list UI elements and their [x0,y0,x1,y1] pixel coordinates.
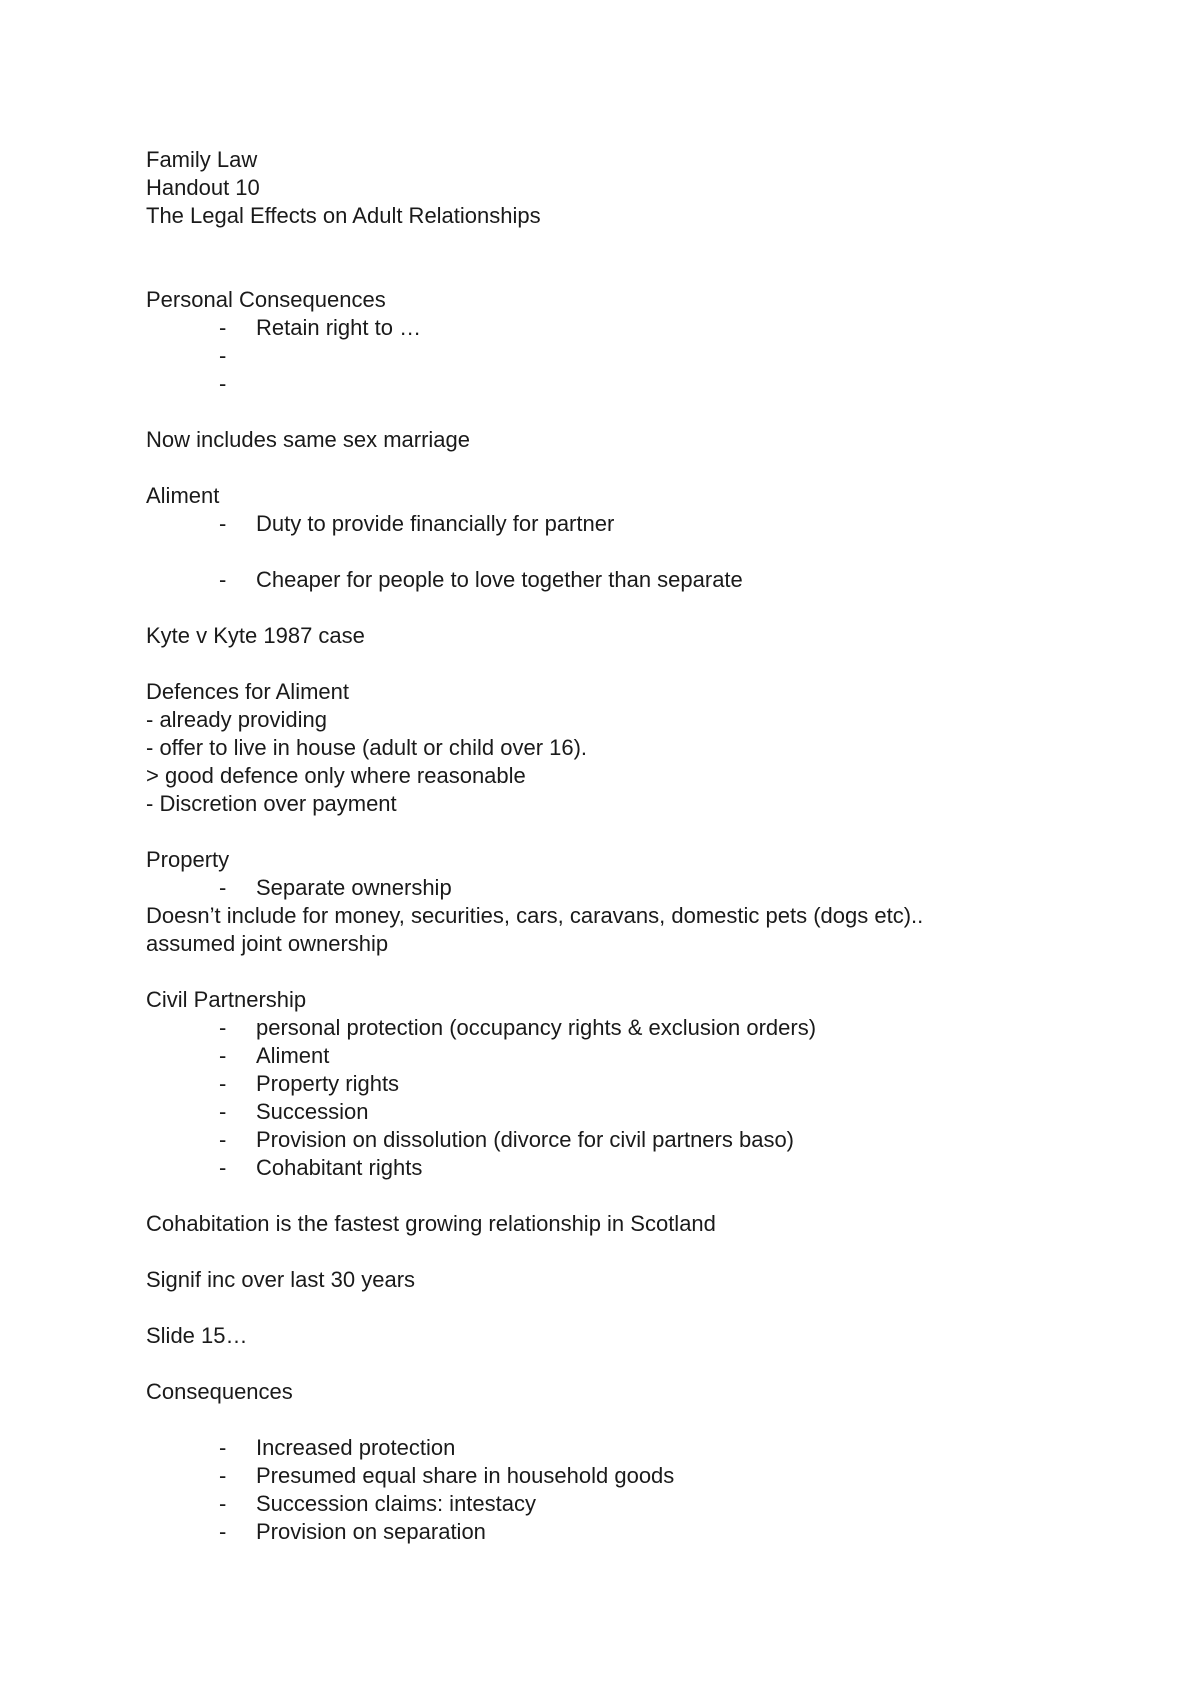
civil-partnership-heading: Civil Partnership [146,987,307,1012]
bullet-text: Succession claims: intestacy [256,1491,536,1516]
spacer [146,1350,1106,1378]
personal-consequences-bullet [146,342,1106,370]
consequences-bullet [146,1434,1106,1462]
spacer [146,594,1106,622]
personal-consequences-heading: Personal Consequences [146,287,386,312]
bullet-text: Retain right to … [256,315,422,340]
course-title: Family Law [146,147,258,172]
signif-note: Signif inc over last 30 years [146,1267,416,1292]
slide-note: Slide 15… [146,1323,248,1348]
spacer [146,818,1106,846]
civil-partnership-bullet [146,1014,1106,1042]
dash-marker: - [219,1099,227,1124]
bullet-text: Increased protection [256,1435,456,1460]
spacer [146,538,1106,566]
spacer [146,1238,1106,1266]
civil-partnership-bullet [146,1098,1106,1126]
handout-number: Handout 10 [146,175,260,200]
defences-line: > good defence only where reasonable [146,763,526,788]
spacer [146,1182,1106,1210]
bullet-text: Succession [256,1099,369,1124]
bullet-text: Separate ownership [256,875,452,900]
consequences-bullet [146,1462,1106,1490]
dash-marker: - [219,315,227,340]
spacer [146,1294,1106,1322]
dash-marker: - [219,1155,227,1180]
spacer [146,1406,1106,1434]
document-body [146,146,1106,1546]
bullet-text: Cohabitant rights [256,1155,423,1180]
dash-marker: - [219,1435,227,1460]
bullet-text: Provision on dissolution (divorce for civil partners baso) [256,1127,795,1152]
bullet-text: Cheaper for people to love together than separate [256,567,743,592]
dash-marker: - [219,567,227,592]
aliment-bullet [146,566,1106,594]
dash-marker: - [219,1519,227,1544]
bullet-text: Aliment [256,1043,330,1068]
bullet-text: Property rights [256,1071,400,1096]
civil-partnership-bullet [146,1070,1106,1098]
spacer [146,958,1106,986]
personal-consequences-bullet [146,314,1106,342]
spacer [146,454,1106,482]
spacer [146,650,1106,678]
defences-line: - already providing [146,707,327,732]
dash-marker: - [219,875,227,900]
property-bullet [146,874,1106,902]
bullet-text: personal protection (occupancy rights & exclusion orders) [256,1015,817,1040]
property-line: assumed joint ownership [146,931,389,956]
bullet-text: Duty to provide financially for partner [256,511,615,536]
same-sex-note: Now includes same sex marriage [146,427,471,452]
aliment-heading: Aliment [146,483,220,508]
dash-marker: - [219,1127,227,1152]
dash-marker: - [219,343,227,368]
bullet-text: Presumed equal share in household goods [256,1463,675,1488]
aliment-bullet [146,510,1106,538]
dash-marker: - [219,1463,227,1488]
dash-marker: - [219,1015,227,1040]
cohabitation-note: Cohabitation is the fastest growing relationship in Scotland [146,1211,716,1236]
defences-line: - Discretion over payment [146,791,397,816]
spacer [146,398,1106,426]
defences-line: - offer to live in house (adult or child over 16). [146,735,588,760]
dash-marker: - [219,1071,227,1096]
dash-marker: - [219,371,227,396]
spacer [146,230,1106,286]
property-heading: Property [146,847,230,872]
personal-consequences-bullet [146,370,1106,398]
civil-partnership-bullet [146,1126,1106,1154]
consequences-bullet [146,1490,1106,1518]
bullet-text: Provision on separation [256,1519,486,1544]
property-line: Doesn’t include for money, securities, cars, caravans, domestic pets (dogs etc).. [146,903,924,928]
consequences-bullet [146,1518,1106,1546]
dash-marker: - [219,1491,227,1516]
case-note: Kyte v Kyte 1987 case [146,623,365,648]
civil-partnership-bullet [146,1154,1106,1182]
handout-title: The Legal Effects on Adult Relationships [146,203,541,228]
dash-marker: - [219,511,227,536]
dash-marker: - [219,1043,227,1068]
defences-heading: Defences for Aliment [146,679,349,704]
consequences-heading: Consequences [146,1379,293,1404]
civil-partnership-bullet [146,1042,1106,1070]
